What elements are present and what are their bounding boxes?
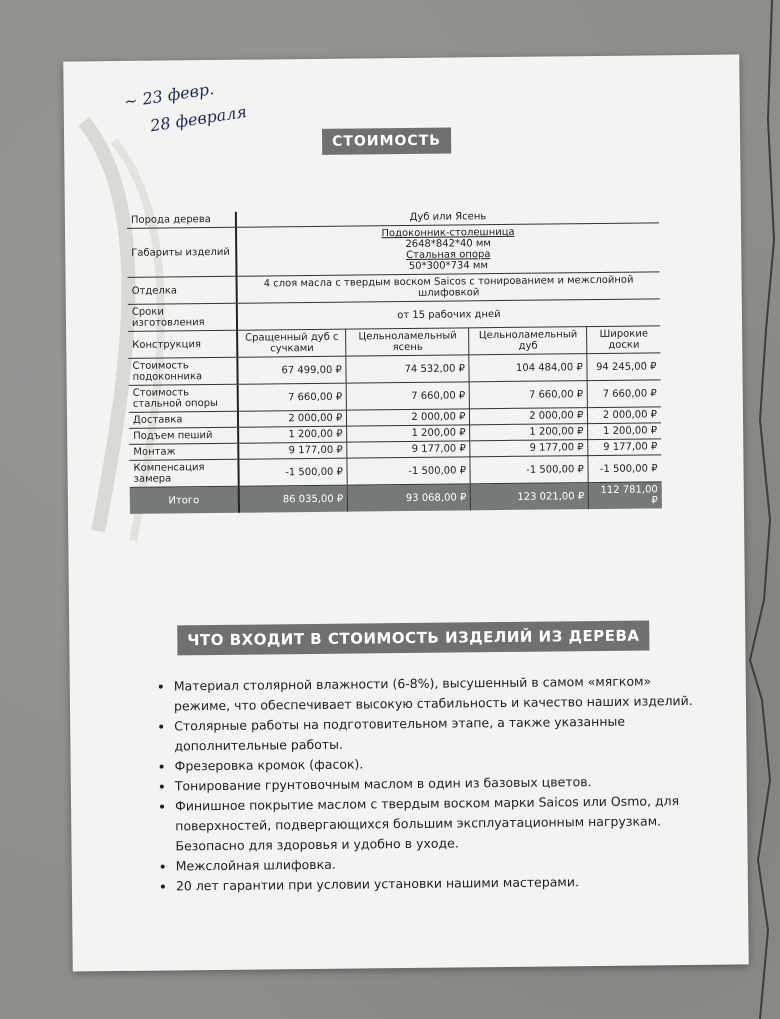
row-label: Стоимость подоконника <box>128 357 237 385</box>
section-title: ЧТО ВХОДИТ В СТОИМОСТЬ ИЗДЕЛИЙ ИЗ ДЕРЕВА <box>177 620 649 655</box>
cell-value: -1 500,00 ₽ <box>347 457 470 485</box>
cell-value: 9 177,00 ₽ <box>470 440 588 457</box>
column-header: Сращенный дуб с сучками <box>237 329 346 357</box>
cell-value: 2 000,00 ₽ <box>347 409 470 426</box>
table-row-total <box>130 482 662 514</box>
construction-label: Конструкция <box>128 330 237 358</box>
cell-value: -1 500,00 ₽ <box>238 458 347 486</box>
handwritten-line-2: 28 февраля <box>148 101 248 135</box>
cell-value: 9 177,00 ₽ <box>347 441 470 458</box>
handwritten-note <box>122 79 248 135</box>
cell-value: 104 484,00 ₽ <box>469 354 587 382</box>
total-value: 93 068,00 ₽ <box>348 484 471 512</box>
row-label: Компенсация замера <box>129 459 238 487</box>
cell-value: 2 000,00 ₽ <box>470 408 588 425</box>
cell-value: 67 499,00 ₽ <box>237 356 346 384</box>
column-header: Широкие доски <box>587 326 660 354</box>
cell-value: 9 177,00 ₽ <box>588 439 661 456</box>
cell-value: -1 500,00 ₽ <box>470 456 588 484</box>
list-item: • Финишное покрытие маслом с твердым воском марки Saicos или Osmo, для поверхностей, подвергающихся большим эксплуатационным нагрузкам. Безопасно для здоровья и удобно в уходе. <box>175 791 696 856</box>
wood-label: Порода дерева <box>127 212 236 229</box>
cell-value: 7 660,00 ₽ <box>238 383 347 411</box>
cell-value: 74 532,00 ₽ <box>346 355 469 383</box>
finish-value: 4 слоя масла с твердым воском Saicos с тонированием и межслойной шлифовкой <box>237 272 660 303</box>
cell-value: 1 200,00 ₽ <box>347 425 470 442</box>
list-item: • Столярные работы на подготовительном этапе, а также указанные дополнительные работы. <box>174 711 694 756</box>
cell-value: 7 660,00 ₽ <box>587 380 660 408</box>
dims-sill-size: 2648*842*40 мм <box>405 238 492 250</box>
cell-value: 94 245,00 ₽ <box>587 353 660 381</box>
terms-value: от 15 рабочих дней <box>237 299 660 330</box>
list-item: • 20 лет гарантии при условии установки нашими мастерами. <box>176 871 696 896</box>
row-label: Подъем пеший <box>129 427 238 444</box>
dims-sill-name: Подоконник-столешница <box>381 226 515 240</box>
column-header: Цельноламельный дуб <box>469 327 587 355</box>
row-label: Доставка <box>129 411 238 428</box>
terms-label: Сроки изготовления <box>128 303 237 331</box>
list-item: • Межслойная шлифовка. <box>176 851 696 876</box>
dims-support-name: Стальная опора <box>406 249 491 261</box>
dims-support-size: 50*300*734 мм <box>408 260 489 272</box>
list-item: • Фрезеровка кромок (фасок). <box>175 751 695 776</box>
table-row-dims <box>127 223 659 278</box>
column-header: Цельноламельный ясень <box>346 328 469 356</box>
dims-label: Габариты изделий <box>127 227 237 277</box>
document-sheet <box>63 54 748 971</box>
price-table <box>127 207 662 514</box>
total-label: Итого <box>130 486 239 514</box>
page-title: СТОИМОСТЬ <box>322 128 451 155</box>
wood-value: Дуб или Ясень <box>236 207 659 227</box>
row-label: Стоимость стальной опоры <box>129 384 238 412</box>
handwritten-line-1: ~ 23 февр. <box>122 79 216 112</box>
cell-value: -1 500,00 ₽ <box>588 455 661 483</box>
cell-value: 9 177,00 ₽ <box>238 442 347 459</box>
dims-value <box>236 223 659 276</box>
cell-value: 7 660,00 ₽ <box>470 381 588 409</box>
cell-value: 7 660,00 ₽ <box>347 382 470 410</box>
total-value: 112 781,00 ₽ <box>589 482 662 509</box>
total-value: 123 021,00 ₽ <box>471 483 589 511</box>
cell-value: 1 200,00 ₽ <box>470 424 588 441</box>
cell-value: 2 000,00 ₽ <box>238 410 347 427</box>
row-label: Монтаж <box>129 443 238 460</box>
included-list <box>150 671 696 897</box>
total-value: 86 035,00 ₽ <box>239 485 348 513</box>
list-item: • Тонирование грунтовочным маслом в один из базовых цветов. <box>175 771 695 796</box>
list-item: • Материал столярной влажности (6-8%), высушенный в самом «мягком» режиме, что обеспечивает высокую стабильность и качество наших изделий. <box>174 671 694 716</box>
cell-value: 1 200,00 ₽ <box>588 423 661 440</box>
finish-label: Отделка <box>128 276 237 304</box>
cell-value: 2 000,00 ₽ <box>588 407 661 424</box>
cell-value: 1 200,00 ₽ <box>238 426 347 443</box>
